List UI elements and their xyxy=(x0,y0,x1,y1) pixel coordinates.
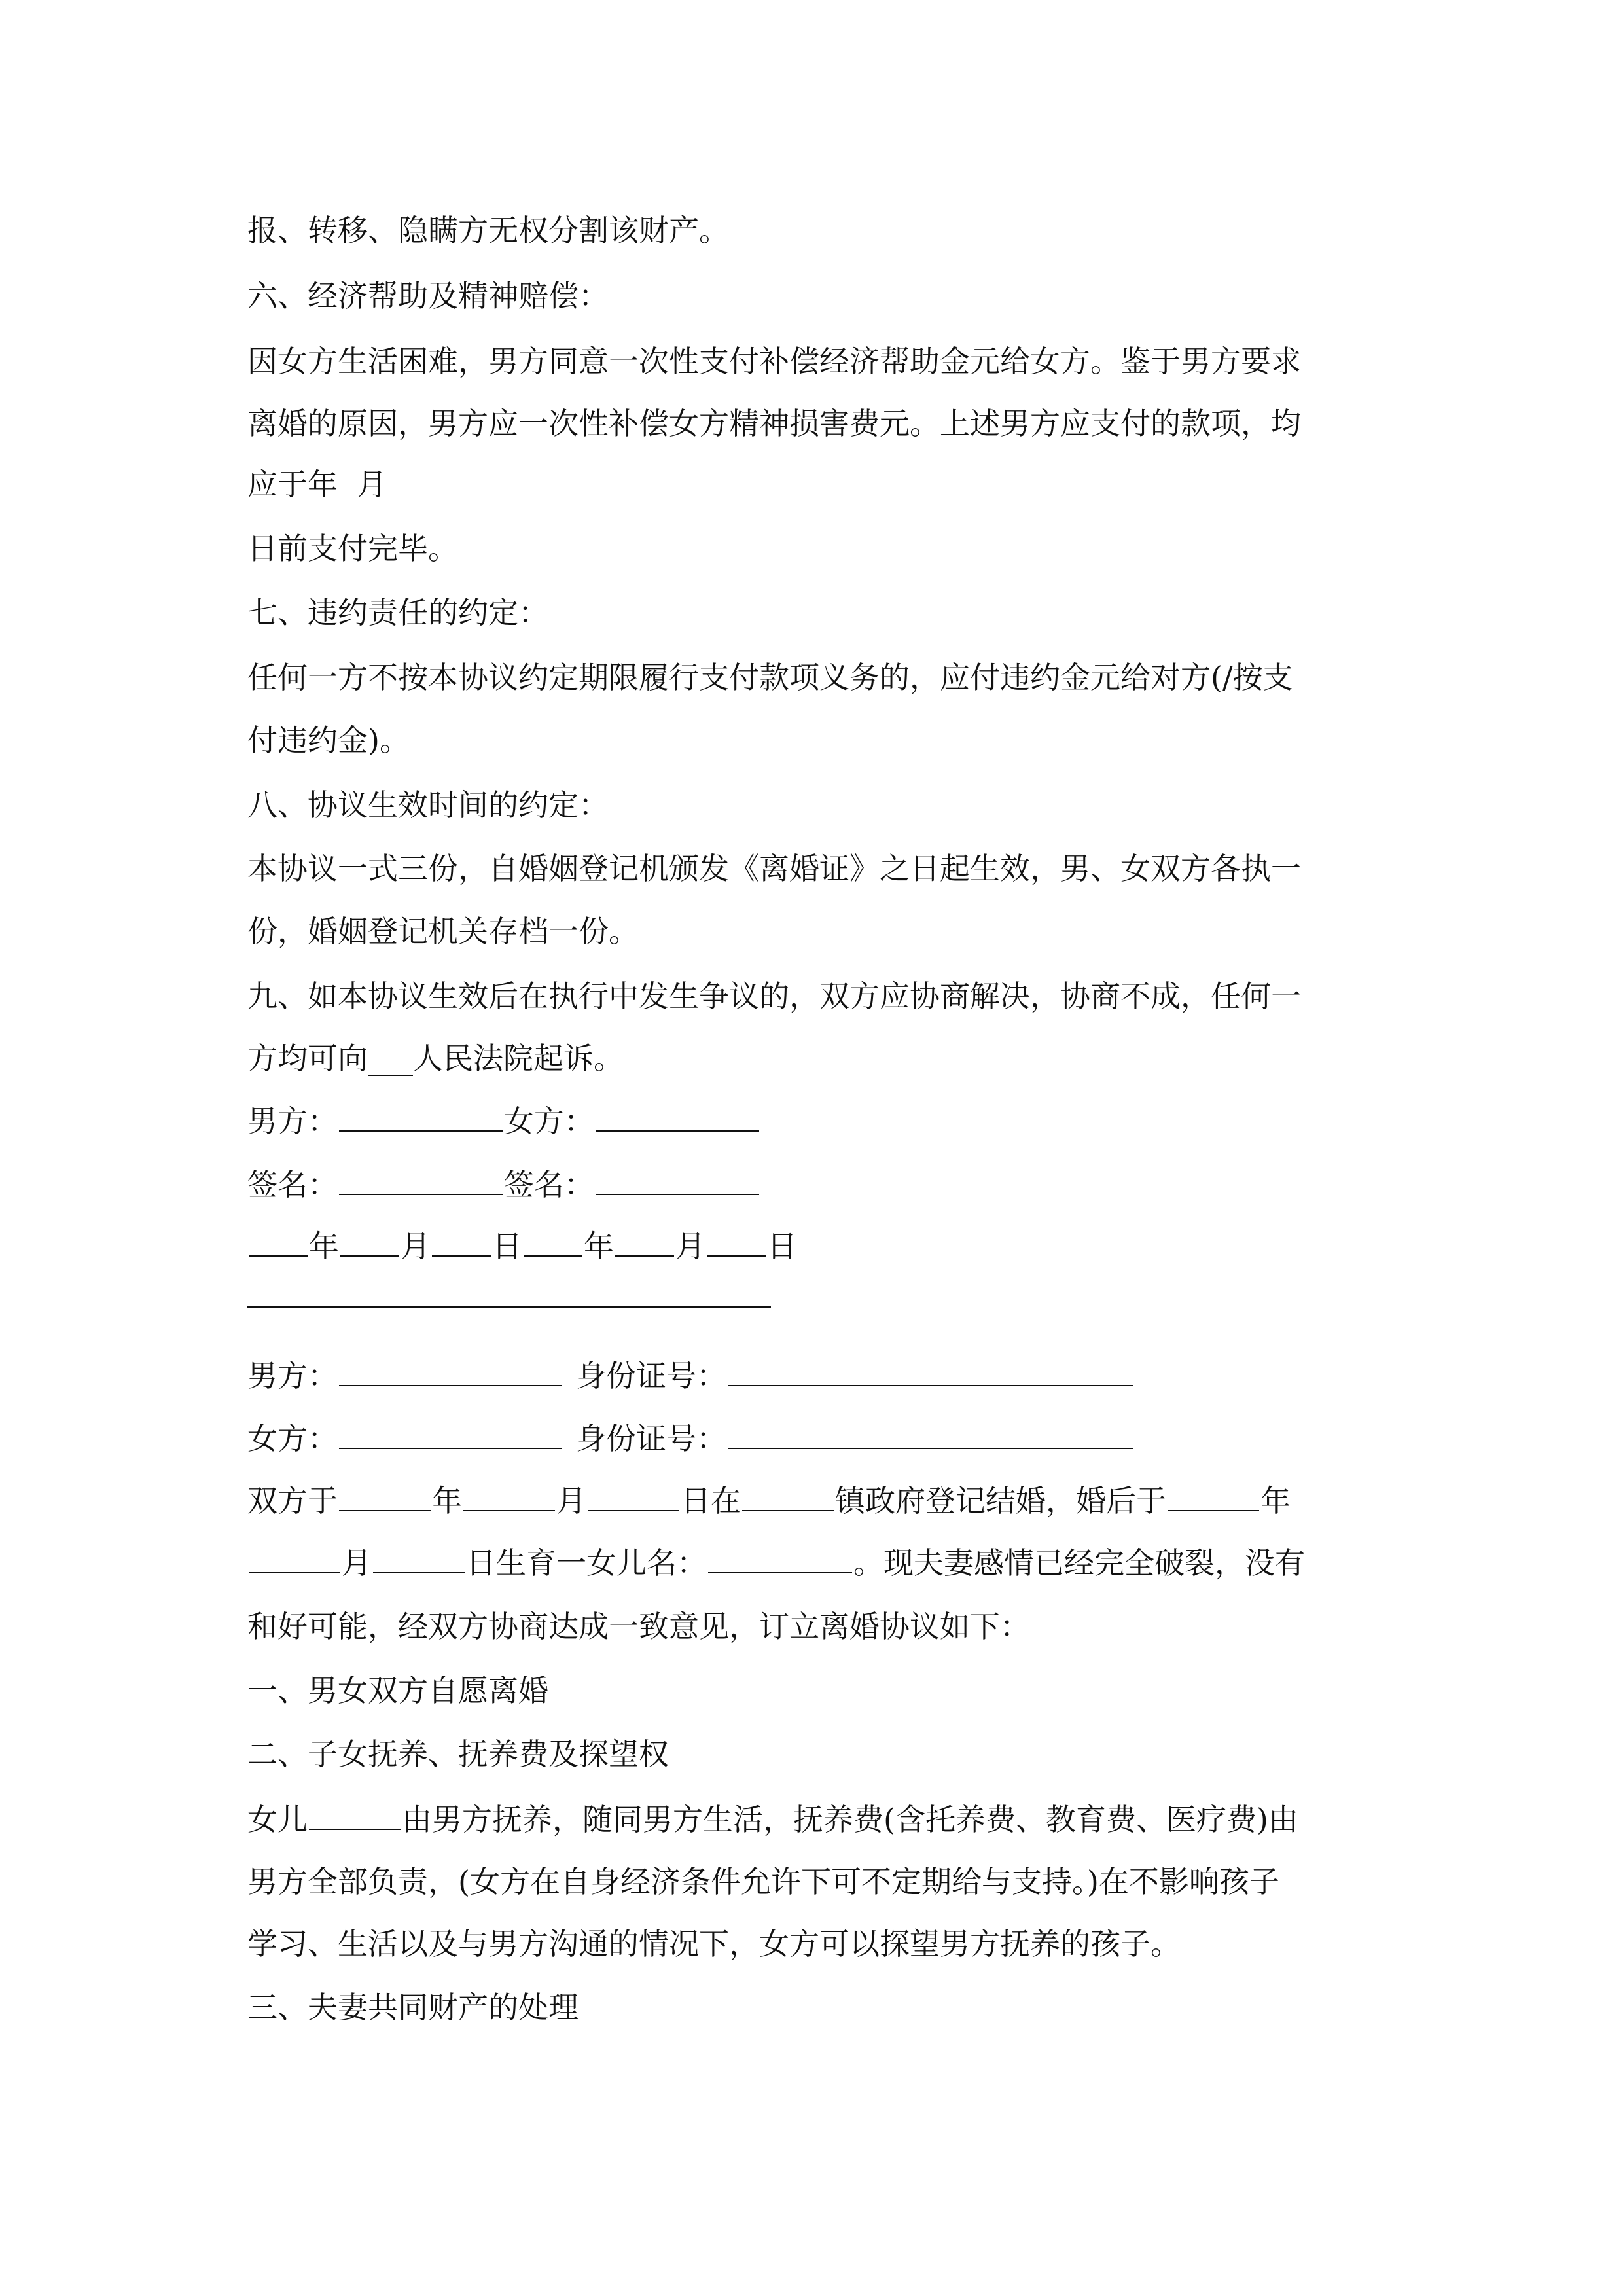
male-id-line xyxy=(247,1356,1135,1395)
month-field-1[interactable] xyxy=(340,1229,399,1257)
marriage-text-f: 年 xyxy=(1260,1483,1291,1518)
marriage-line-2 xyxy=(247,1543,1305,1583)
daughter-name-field[interactable] xyxy=(708,1546,852,1573)
text-line-9: 付违约金)。 xyxy=(247,723,410,758)
female-label-2: 女方： xyxy=(247,1421,338,1456)
document-page xyxy=(247,0,1399,2296)
female-id-label: 身份证号： xyxy=(576,1421,726,1456)
day-field-1[interactable] xyxy=(432,1229,491,1257)
signature-label-1: 签名： xyxy=(247,1167,338,1202)
term-3-heading: 三、夫妻共同财产的处理 xyxy=(247,1990,579,2025)
female-name-field-2[interactable] xyxy=(339,1422,562,1449)
year-label-2: 年 xyxy=(584,1229,614,1264)
female-label: 女方： xyxy=(504,1103,594,1139)
marriage-text-g: 月 xyxy=(342,1545,372,1581)
heading-effective-time: 八、协议生效时间的约定： xyxy=(247,787,609,823)
child-line-3: 学习、生活以及与男方沟通的情况下，女方可以探望男方抚养的孩子。 xyxy=(247,1926,1181,1962)
child-text-b: 由男方抚养，随同男方生活，抚养费(含托养费、教育费、医疗费)由 xyxy=(402,1802,1298,1837)
male-signature-field[interactable] xyxy=(339,1168,503,1195)
birth-year-field[interactable] xyxy=(1168,1484,1259,1511)
signature-names-line xyxy=(247,1102,760,1141)
section-divider xyxy=(247,1306,771,1308)
marriage-text-h: 日生育一女儿名： xyxy=(466,1545,707,1581)
town-field[interactable] xyxy=(742,1484,834,1511)
text-line-1: 报、转移、隐瞒方无权分割该财产。 xyxy=(247,213,729,248)
marriage-text-d: 日在 xyxy=(681,1483,741,1518)
day-label-2: 日 xyxy=(767,1229,797,1264)
marriage-month-field[interactable] xyxy=(463,1484,555,1511)
text-line-8: 任何一方不按本协议约定期限履行支付款项义务的，应付违约金元给对方(/按支 xyxy=(247,660,1293,695)
marriage-line-3: 和好可能，经双方协商达成一致意见，订立离婚协议如下： xyxy=(247,1609,1030,1644)
text-line-6: 日前支付完毕。 xyxy=(247,531,458,566)
heading-economic-help: 六、经济帮助及精神赔偿： xyxy=(247,278,609,314)
male-id-label: 身份证号： xyxy=(576,1358,726,1393)
marriage-text-c: 月 xyxy=(556,1483,586,1518)
female-id-line xyxy=(247,1419,1135,1458)
daughter-field[interactable] xyxy=(309,1803,401,1830)
term-2-heading: 二、子女抚养、抚养费及探望权 xyxy=(247,1736,669,1772)
year-field-1[interactable] xyxy=(249,1229,308,1257)
female-id-field[interactable] xyxy=(728,1422,1133,1449)
day-field-2[interactable] xyxy=(707,1229,766,1257)
month-field-2[interactable] xyxy=(615,1229,674,1257)
male-name-field-2[interactable] xyxy=(339,1359,562,1386)
marriage-text-a: 双方于 xyxy=(247,1483,338,1518)
marriage-text-e: 镇政府登记结婚，婚后于 xyxy=(835,1483,1166,1518)
text-line-4: 离婚的原因，男方应一次性补偿女方精神损害费元。上述男方应支付的款项，均 xyxy=(247,406,1301,441)
signature-line xyxy=(247,1165,760,1204)
signature-date-line xyxy=(247,1227,797,1266)
month-label-1: 月 xyxy=(401,1229,431,1264)
text-line-14: 方均可向___人民法院起诉。 xyxy=(247,1041,624,1076)
child-line-2: 男方全部负责，(女方在自身经济条件允许下可不定期给与支持。)在不影响孩子 xyxy=(247,1864,1279,1899)
marriage-text-b: 年 xyxy=(432,1483,462,1518)
month-label-2: 月 xyxy=(675,1229,705,1264)
year-label-1: 年 xyxy=(309,1229,339,1264)
year-field-2[interactable] xyxy=(524,1229,582,1257)
child-text-a: 女儿 xyxy=(247,1802,308,1837)
signature-label-2: 签名： xyxy=(504,1167,594,1202)
heading-breach: 七、违约责任的约定： xyxy=(247,595,548,630)
marriage-line-1 xyxy=(247,1481,1291,1520)
birth-month-field[interactable] xyxy=(249,1546,340,1573)
text-line-5: 应于年 月 xyxy=(247,467,387,502)
male-label: 男方： xyxy=(247,1103,338,1139)
marriage-day-field[interactable] xyxy=(588,1484,679,1511)
text-line-11: 本协议一式三份，自婚姻登记机颁发《离婚证》之日起生效，男、女双方各执一 xyxy=(247,851,1301,886)
text-line-3: 因女方生活困难，男方同意一次性支付补偿经济帮助金元给女方。鉴于男方要求 xyxy=(247,344,1301,379)
birth-day-field[interactable] xyxy=(373,1546,465,1573)
marriage-text-i: 。现夫妻感情已经完全破裂，没有 xyxy=(853,1545,1305,1581)
male-id-field[interactable] xyxy=(728,1359,1133,1386)
male-label-2: 男方： xyxy=(247,1358,338,1393)
day-label-1: 日 xyxy=(492,1229,522,1264)
text-line-12: 份，婚姻登记机关存档一份。 xyxy=(247,914,639,949)
female-signature-field[interactable] xyxy=(596,1168,759,1195)
male-name-field[interactable] xyxy=(339,1104,503,1132)
child-line-1 xyxy=(247,1800,1298,1839)
marriage-year-field[interactable] xyxy=(339,1484,431,1511)
term-1: 一、男女双方自愿离婚 xyxy=(247,1673,548,1708)
female-name-field[interactable] xyxy=(596,1104,759,1132)
text-line-13: 九、如本协议生效后在执行中发生争议的，双方应协商解决，协商不成，任何一 xyxy=(247,978,1301,1014)
